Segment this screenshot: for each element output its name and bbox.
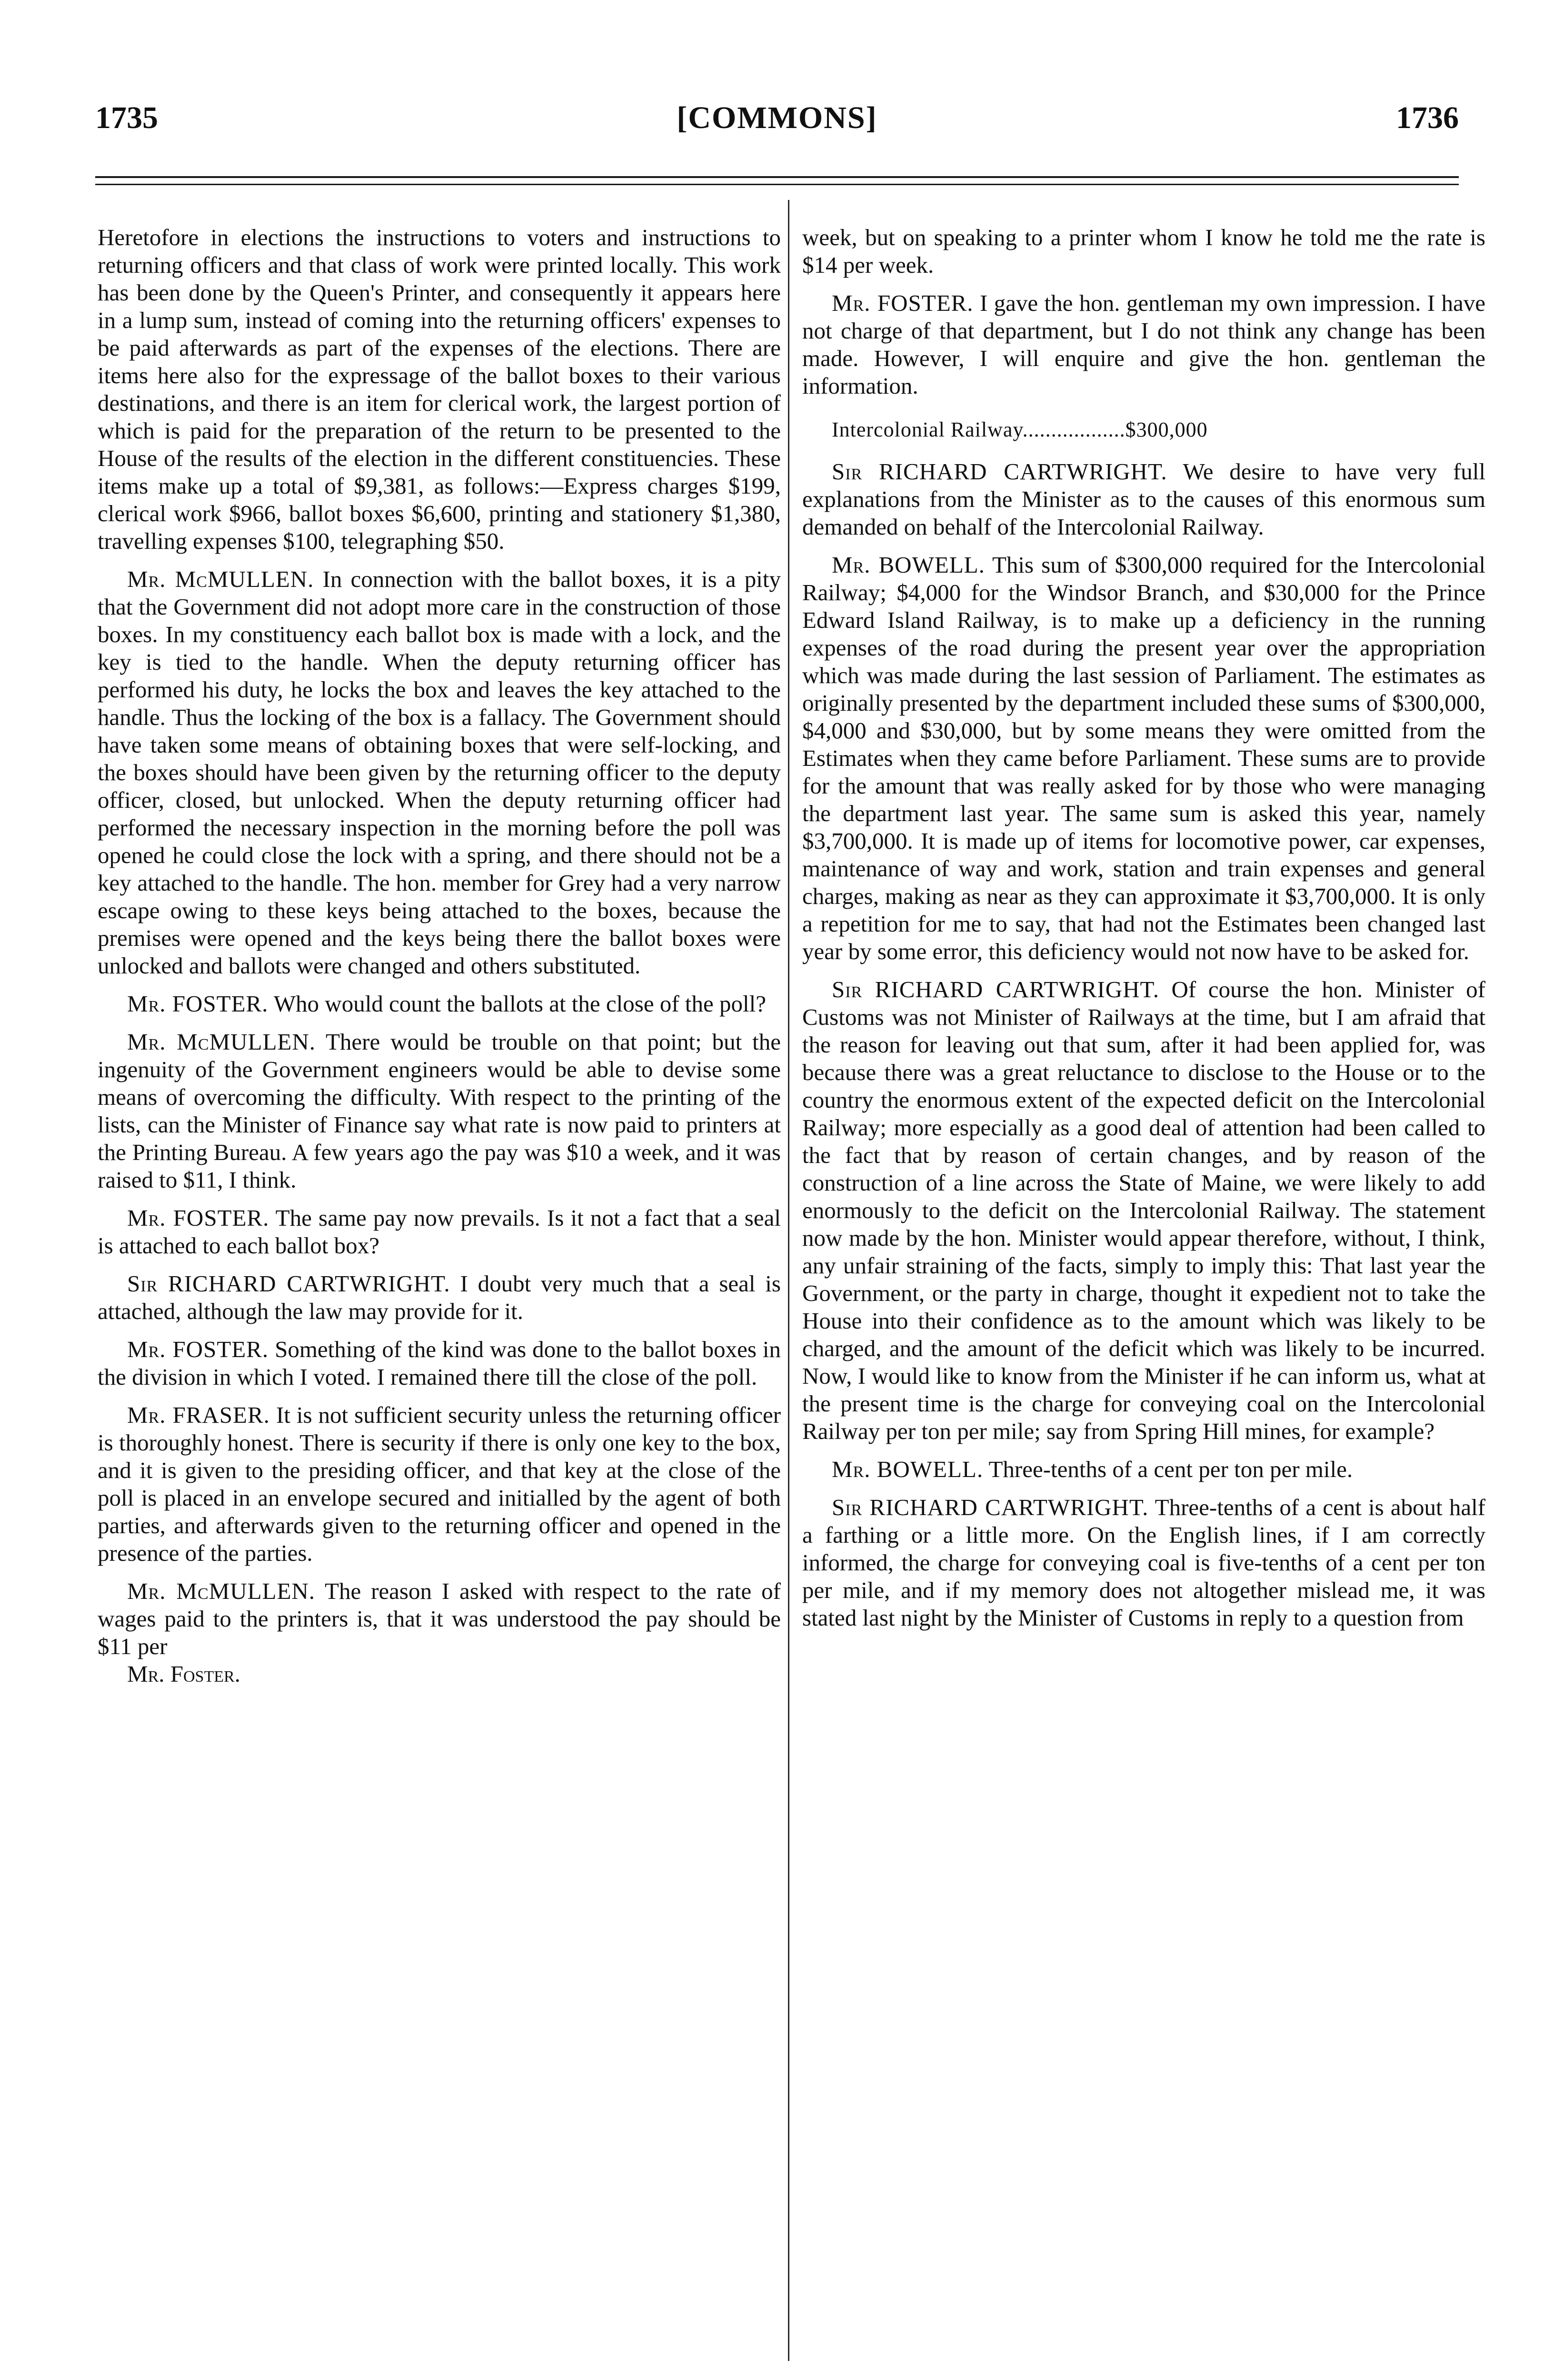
speech-text: Who would count the ballots at the close of the poll? — [273, 991, 767, 1017]
paragraph — [98, 224, 781, 555]
speech-text: We desire to have very full explanations from the Minister as to the causes of this enormous sum demanded on behalf of the Intercolonial Railway. — [802, 458, 1485, 540]
page-number-right: 1736 — [1396, 100, 1459, 135]
speech-text: Three-tenths of a cent per ton per mile. — [988, 1456, 1353, 1482]
speaker-name: Sir RICHARD CARTWRIGHT. — [832, 1494, 1149, 1520]
page-footer-catchword: Mr. Foster. — [127, 1661, 240, 1687]
paragraph — [98, 1577, 781, 1660]
speech-text: The reason I asked with respect to the rate of wages paid to the printers is, that it was understood the pay should be $11 per — [98, 1578, 781, 1659]
paragraph — [98, 565, 781, 980]
paragraph — [98, 990, 781, 1018]
paragraph — [98, 1401, 781, 1567]
left-column — [98, 224, 781, 1688]
speech-text: It is not sufficient security unless the returning officer is thoroughly honest. There is security if there is only one key to the box, and it is given to the presiding officer, and that key at the close of the poll is placed in an envelope secured and initialled by the agent of both parties, and afterwards given to the returning officer and opened in the presence of the parties. — [98, 1402, 781, 1566]
speech-text: In connection with the ballot boxes, it is a pity that the Government did not adopt more care in the construction of those boxes. In my constituency each ballot box is made with a lock, and the key is tied to the handle. When the deputy returning officer has performed his duty, he locks the box and leaves the key attached to the handle. Thus the locking of the box is a fallacy. The Government should have taken some means of obtaining boxes that were self-locking, and the boxes should have been given by the returning officer to the deputy officer, closed, but unlocked. When the deputy returning officer had performed the necessary inspection in the morning before the poll was opened he could close the lock with a spring, and there should not be a key attached to the handle. The hon. member for Grey had a very narrow escape owing to these keys being attached to the boxes, because the premises were opened and the keys being there the ballot boxes were unlocked and ballots were changed and others substituted. — [98, 566, 781, 979]
speaker-name: Mr. FRASER. — [127, 1402, 270, 1428]
column-divider — [788, 200, 789, 2361]
speech-text: This sum of $300,000 required for the Intercolonial Railway; $4,000 for the Windsor Branch, and $30,000 for the Prince Edward Island Railway, is to make up a deficiency in the running expenses of the road during the present year over the appropriation which was made during the last session of Parliament. The estimates as originally presented by the department included these sums of $300,000, $4,000 and $30,000, but by some means they were omitted from the Estimates when they came before Parliament. These sums are to provide for the amount that was really asked for by those who were managing the department last year. The same sum is asked this year, namely $3,700,000. It is made up of items for locomotive power, car expenses, maintenance of way and work, station and train expenses and general charges, making as near as they can approximate it $3,700,000. It is only a repetition for me to say, that had not the Estimates been changed last year by some error, this deficiency would not now have to be asked for. — [802, 552, 1485, 964]
speaker-name: Mr. McMULLEN. — [127, 566, 314, 592]
paragraph — [98, 1270, 781, 1325]
estimate-item: Intercolonial Railway..................$300,000 — [832, 418, 1208, 441]
speech-text: I doubt very much that a seal is attached, although the law may provide for it. — [98, 1270, 781, 1324]
speaker-name: Mr. FOSTER. — [127, 1336, 269, 1362]
speaker-name: Mr. BOWELL. — [832, 1456, 984, 1482]
paragraph — [802, 224, 1485, 279]
paragraph — [98, 1028, 781, 1194]
page-header — [95, 100, 1459, 143]
speaker-name: Sir RICHARD CARTWRIGHT. — [127, 1270, 450, 1297]
paragraph — [802, 289, 1485, 400]
page-number-left: 1735 — [95, 100, 158, 135]
right-column — [802, 224, 1485, 1642]
header-rule-thin — [95, 184, 1459, 185]
speech-text: Three-tenths of a cent is about half a farthing or a little more. On the English lines, if I am correctly informed, the charge for conveying coal is five-tenths of a cent per ton per mile, and if my memory does not altogether mislead me, it was stated last night by the Minister of Customs in reply to a question from — [802, 1494, 1485, 1631]
speaker-name: Mr. BOWELL. — [832, 552, 985, 578]
speech-text: Heretofore in elections the instructions to voters and instructions to returning officers and that class of work were printed locally. This work has been done by the Queen's Printer, and consequently it appears here in a lump sum, instead of coming into the returning officers' expenses to be paid afterwards as part of the expenses of the elections. There are items here also for the expressage of the ballot boxes to their various destinations, and there is an item for clerical work, the largest portion of which is paid for the preparation of the return to be presented to the House of the results of the election in the different constituencies. These items make up a total of $9,381, as follows:—Express charges $199, clerical work $966, ballot boxes $6,600, printing and stationery $1,380, travelling expenses $100, telegraphing $50. — [98, 224, 781, 554]
paragraph — [802, 976, 1485, 1445]
paragraph — [98, 1336, 781, 1391]
running-head: [COMMONS] — [677, 100, 877, 135]
speaker-name: Sir RICHARD CARTWRIGHT. — [832, 976, 1160, 1002]
speaker-name: Mr. FOSTER. — [127, 1205, 269, 1231]
speaker-name: Mr. FOSTER. — [127, 991, 269, 1017]
speaker-name: Mr. McMULLEN. — [127, 1029, 316, 1055]
paragraph — [802, 1494, 1485, 1632]
paragraph — [802, 458, 1485, 541]
paragraph — [802, 1456, 1485, 1483]
paragraph — [802, 551, 1485, 965]
speech-text: week, but on speaking to a printer whom I know he told me the rate is $14 per week. — [802, 224, 1485, 278]
speech-text: Something of the kind was done to the ballot boxes in the division in which I voted. I remained there till the close of the poll. — [98, 1336, 781, 1390]
speech-text: There would be trouble on that point; but the ingenuity of the Government engineers would be able to devise some means of overcoming the difficulty. With respect to the printing of the lists, can the Minister of Finance say what rate is now paid to printers at the Printing Bureau. A few years ago the pay was $10 a week, and it was raised to $11, I think. — [98, 1029, 781, 1193]
header-rule — [95, 176, 1459, 178]
speech-text: Of course the hon. Minister of Customs was not Minister of Railways at the time, but I am afraid that the reason for leaving out that sum, after it had been applied for, was because there was a great reluctance to disclose to the House or to the country the enormous extent of the expected deficit on the Intercolonial Railway; more especially as a good deal of attention had been called to the fact that by reason of certain changes, and by reason of the construction of a line across the State of Maine, we were likely to add enormously to the deficit on the Intercolonial Railway. The statement now made by the hon. Minister would appear therefore, without, I think, any unfair straining of the facts, simply to imply this: That last year the Government, or the party in charge, thought it expedient not to take the House into their confidence as to the amount which was likely to be charged, and the amount of the deficit which was likely to be incurred. Now, I would like to know from the Minister if he can inform us, what at the present time is the charge for conveying coal on the Intercolonial Railway per ton per mile; say from Spring Hill mines, for example? — [802, 976, 1485, 1444]
speech-text: I gave the hon. gentleman my own impression. I have not charge of that department, but I do not think any change has been made. However, I will enquire and give the hon. gentleman the information. — [802, 290, 1486, 399]
speaker-name: Mr. McMULLEN. — [127, 1578, 316, 1604]
paragraph — [98, 1204, 781, 1259]
speaker-name: Sir RICHARD CARTWRIGHT. — [832, 458, 1167, 485]
speech-text: The same pay now prevails. Is it not a fact that a seal is attached to each ballot box? — [98, 1205, 781, 1259]
speaker-name: Mr. FOSTER. — [832, 290, 974, 316]
